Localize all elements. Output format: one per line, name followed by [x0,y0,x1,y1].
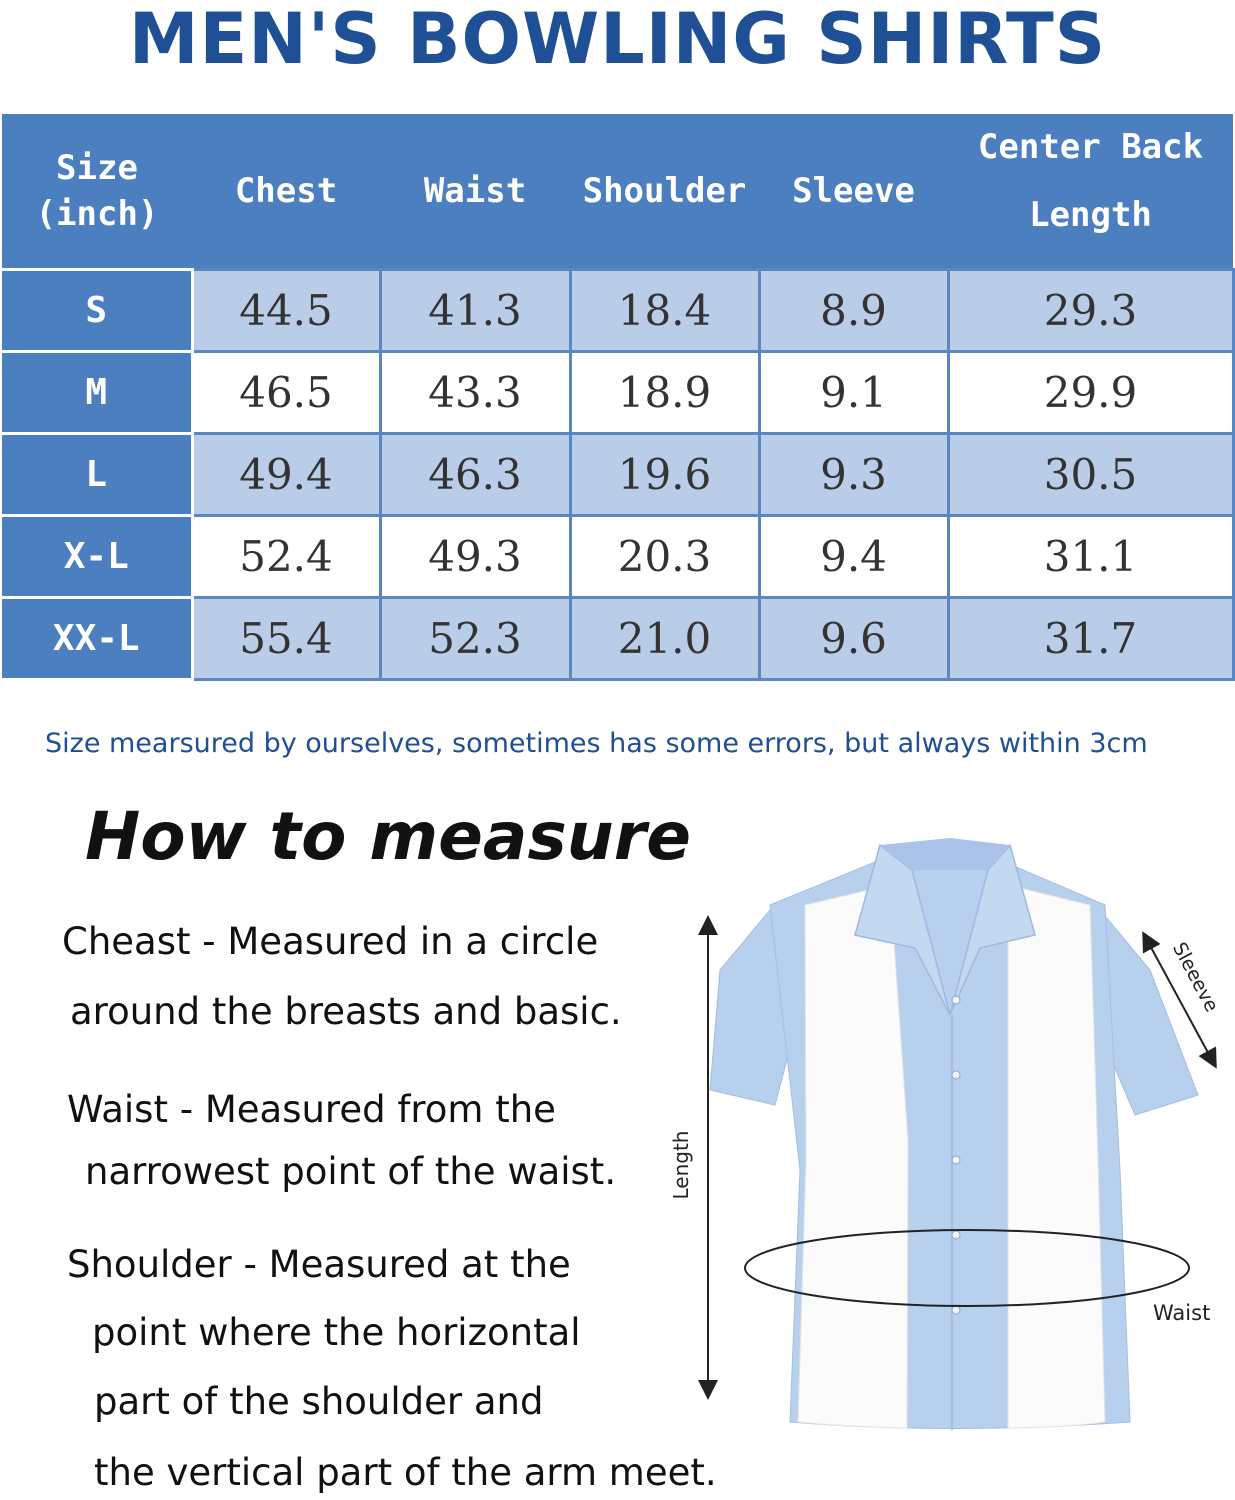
table-row [2,516,1233,598]
size-cell: XX-L [2,598,192,680]
size-cell: M [2,352,192,434]
header-size-line2: (inch) [35,194,159,234]
chest-cell: 55.4 [192,598,380,680]
shoulder-description-line3: part of the shoulder and [94,1380,544,1423]
length-cell: 29.3 [948,270,1233,352]
length-label: Length [669,1130,693,1200]
sleeve-cell: 9.6 [759,598,948,680]
chest-cell: 52.4 [192,516,380,598]
left-white-panel [798,885,908,1428]
shirt-button [952,996,960,1004]
shirt-measurement-diagram [650,830,1235,1500]
size-chart-table [2,114,1235,681]
header-size [2,114,192,270]
header-length [948,114,1233,270]
header-length-line1: Center Back [977,127,1204,167]
sleeve-cell: 9.1 [759,352,948,434]
page-title: MEN'S BOWLING SHIRTS [128,0,1107,80]
header-length-line2: Length [1029,195,1152,235]
header-size-line1: Size [56,148,138,188]
chest-cell: 46.5 [192,352,380,434]
table-header-row [2,114,1233,270]
table-row [2,352,1233,434]
waist-cell: 52.3 [380,598,570,680]
table-row [2,270,1233,352]
waist-cell: 43.3 [380,352,570,434]
shoulder-description-line1: Shoulder - Measured at the [67,1243,571,1286]
shoulder-description-line2: point where the horizontal [92,1311,581,1354]
shirt-button [952,1071,960,1079]
length-cell: 31.7 [948,598,1233,680]
size-cell: S [2,270,192,352]
header-sleeve: Sleeve [759,114,948,270]
waist-cell: 46.3 [380,434,570,516]
sleeve-cell: 8.9 [759,270,948,352]
waist-description-line1: Waist - Measured from the [67,1088,556,1131]
waist-cell: 49.3 [380,516,570,598]
header-shoulder: Shoulder [570,114,759,270]
header-chest: Chest [192,114,380,270]
shirt-button [952,1156,960,1164]
length-cell: 31.1 [948,516,1233,598]
chest-description-line2: around the breasts and basic. [70,990,622,1033]
length-cell: 30.5 [948,434,1233,516]
waist-description-line2: narrowest point of the waist. [85,1150,617,1193]
chest-cell: 49.4 [192,434,380,516]
table-row [2,598,1233,680]
shoulder-cell: 20.3 [570,516,759,598]
size-cell: X-L [2,516,192,598]
sleeve-label: Sleeeve [1167,938,1223,1016]
shoulder-cell: 18.4 [570,270,759,352]
how-to-measure-title: How to measure [85,798,692,875]
sleeve-cell: 9.4 [759,516,948,598]
chest-description-line1: Cheast - Measured in a circle [62,920,599,963]
measurement-note: Size mearsured by ourselves, sometimes has some errors, but always within 3cm [45,728,1148,759]
shirt-button [952,1231,960,1239]
right-white-panel [1008,885,1105,1428]
table-row [2,434,1233,516]
waist-label: Waist [1153,1301,1211,1325]
chest-cell: 44.5 [192,270,380,352]
shoulder-cell: 18.9 [570,352,759,434]
header-waist: Waist [380,114,570,270]
length-cell: 29.9 [948,352,1233,434]
size-cell: L [2,434,192,516]
waist-cell: 41.3 [380,270,570,352]
shoulder-description-line4: the vertical part of the arm meet. [94,1451,717,1494]
shoulder-cell: 19.6 [570,434,759,516]
shirt-button [952,1306,960,1314]
sleeve-cell: 9.3 [759,434,948,516]
shoulder-cell: 21.0 [570,598,759,680]
